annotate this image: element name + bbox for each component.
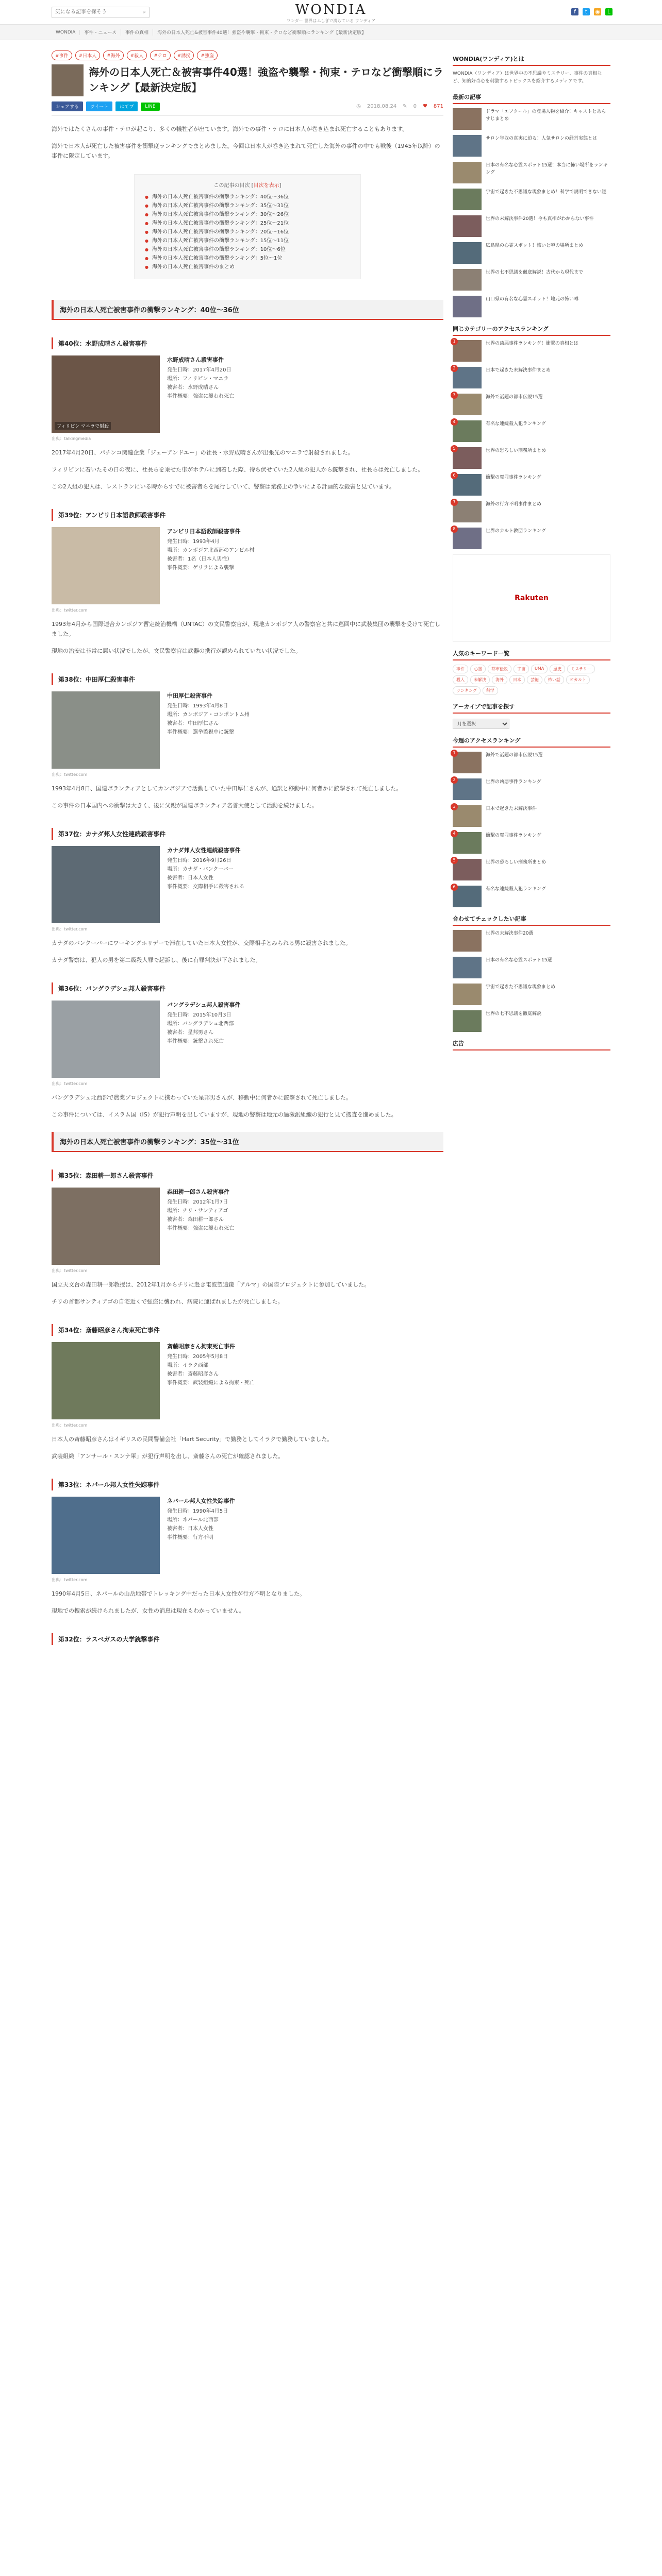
rank-badge: 6 [451,472,458,479]
archive-title: アーカイブで記事を探す [453,702,610,714]
entry-photo [52,1497,160,1574]
weekly-ranking-list [453,752,610,907]
popular-item-thumbnail [453,340,482,362]
entry-paragraph: チリの首都サンティアゴの自宅近くで強盗に襲われ、病院に運ばれましたが死亡しました。 [52,1298,284,1305]
entry-facts [167,1342,255,1419]
facts-line: 事件概要：選挙監視中に銃撃 [167,730,234,735]
entry-paragraph: 日本人の斎藤昭彦さんはイギリスの民間警備会社「Hart Security」で勤務としてイラクで勤務していました。 [52,1436,333,1443]
facts-line: 発生日時：1993年4月 [167,539,220,545]
facts-line: 発生日時：2012年1月7日 [167,1199,228,1205]
facts-line: 被害者：斎藤昭彦さん [167,1371,219,1377]
entry-facts [167,1497,235,1574]
comment-count: 0 [413,104,417,109]
facts-title: ネパール邦人女性失踪事件 [167,1498,235,1504]
popular-item-title: 世界の凶悪事件ランキング！衝撃の真相とは [486,341,578,346]
facts-title: アンビリ日本語教師殺害事件 [167,528,241,535]
entry-heading: 第38位：中田厚仁殺害事件 [52,673,443,685]
toc-title: この記事の目次 [目次を表示] [213,183,282,189]
popular-item-title: 世界のカルト教団ランキング [486,529,546,534]
weekly-ranking-item[interactable] [453,805,610,827]
toc-toggle[interactable]: 目次を表示 [253,183,279,189]
facts-line: 場所：ネパール北西部 [167,1517,219,1523]
ad-footer-title: 広告 [453,1039,610,1050]
entry-card [52,527,443,604]
entry-photo [52,527,160,604]
entry-card [52,846,443,923]
entry-photo [52,1342,160,1419]
latest-item[interactable] [453,296,610,317]
toc-item[interactable]: ● 海外の日本人死亡被害事件の衝撃ランキング：5位〜1位 [145,254,350,263]
entry-card [52,1497,443,1574]
search-box[interactable] [52,7,150,18]
entry-heading: 第40位：水野成晴さん殺害事件 [52,337,443,349]
site-logo[interactable]: WONDIA [295,2,367,18]
facts-line: 被害者：水野成晴さん [167,385,219,391]
facts-line: 被害者：中田厚仁さん [167,721,219,726]
popular-item[interactable] [453,340,610,362]
keyword-tag[interactable]: ランキング [453,686,481,695]
entry-paragraph: 現地での捜索が続けられましたが、女性の消息は現在もわかっていません。 [52,1607,245,1614]
popular-item-title: 有名な連続殺人犯ランキング [486,421,546,427]
facts-line: 場所：チリ・サンティアゴ [167,1208,228,1214]
latest-item[interactable] [453,108,610,130]
entry-paragraph: この事件については、イスラム国（IS）が犯行声明を出していますが、現地の警察は地元の過激派組織の犯行と見て捜査を進めました。 [52,1111,397,1118]
rss-icon[interactable]: ◉ [594,8,601,15]
entry-facts [167,527,255,604]
latest-item-thumbnail [453,242,482,264]
facts-line: 発生日時：2016年9月26日 [167,858,231,863]
latest-item[interactable] [453,242,610,264]
social-links [571,8,613,15]
entry-heading: 第37位：カナダ邦人女性連続殺害事件 [52,828,443,840]
entry-card [52,1188,443,1265]
logo-area[interactable] [287,2,375,24]
latest-list [453,108,610,317]
rank-badge: 3 [451,392,458,399]
facts-line: 場所：イラク西部 [167,1363,208,1368]
popular-item[interactable] [453,447,610,469]
popular-item-title: 日本で起きた未解決事件まとめ [486,368,551,373]
popular-title: 同じカテゴリーのアクセスランキング [453,325,610,336]
keywords-title: 人気のキーワード一覧 [453,649,610,660]
popular-item-thumbnail [453,394,482,415]
search-input[interactable] [55,9,143,15]
entry-photo [52,1001,160,1078]
toc-item[interactable]: ● 海外の日本人死亡被害事件のまとめ [145,263,350,272]
facts-line: 事件概要：ゲリラによる襲撃 [167,565,234,571]
toc-item[interactable]: ● 海外の日本人死亡被害事件の衝撃ランキング：40位〜36位 [145,193,350,201]
facts-line: 場所：カナダ・バンクーバー [167,867,234,872]
facts-line: 事件概要：強盗に襲われ死亡 [167,1226,234,1231]
comment-icon: ✎ [403,104,407,109]
publish-date: 2018.08.24 [367,104,397,109]
entry-card [52,355,443,433]
weekly-ranking-item[interactable] [453,752,610,773]
facts-line: 被害者：日本人女性 [167,1526,213,1532]
rank-badge: 7 [451,499,458,506]
article-thumbnail [52,64,84,96]
keyword-tag[interactable]: 殺人 [453,675,468,684]
latest-item-thumbnail [453,108,482,130]
weekly-ranking-title: 今週のアクセスランキング [453,736,610,748]
entry-paragraph: 武装組織「アンサール・スンナ軍」が犯行声明を出し、斎藤さんの死亡が確認されました。 [52,1453,284,1460]
facts-title: 森田耕一郎さん殺害事件 [167,1189,229,1195]
recommend-title: 合わせてチェックしたい記事 [453,914,610,926]
popular-item-title: 海外で話題の都市伝説15選 [486,395,543,400]
photo-source[interactable]: 出典：talkingmedia [52,436,91,441]
facts-line: 発生日時：2005年5月8日 [167,1354,228,1360]
site-tagline: ワンダー 世界はふしぎで満ちている ワンディア [286,19,376,23]
toc-item[interactable]: ● 海外の日本人死亡被害事件の衝撃ランキング：30位〜26位 [145,210,350,219]
recommend-item[interactable] [453,930,610,952]
keyword-tag[interactable]: 日本 [509,675,525,684]
recommend-item-title: 宇宙で起きた不思議な現象まとめ [486,985,556,990]
entry-facts [167,1001,240,1078]
entry-paragraph: この2人組の犯人は、レストランにいる時からすでに被害者らを尾行していて、警察は業務上の争いによる計画的な殺害と見ています。 [52,483,395,490]
entry-photo [52,1188,160,1265]
breadcrumb-home[interactable]: WONDIA [52,30,80,35]
recommend-item[interactable] [453,957,610,978]
keyword-tag[interactable]: 歴史 [550,665,565,673]
rank-badge: 2 [451,365,458,372]
popular-item[interactable] [453,474,610,496]
photo-label: フィリピン マニラで射殺 [55,422,111,430]
weekly-ranking-item-title: 日本で起きた未解決事件 [486,806,537,811]
popular-item[interactable] [453,367,610,388]
recommend-item-thumbnail [453,1010,482,1032]
recommend-item-title: 日本の有名な心霊スポット15選 [486,958,552,963]
keyword-tag[interactable]: 海外 [492,675,507,684]
facts-line: 被害者：星邦男さん [167,1030,213,1036]
popular-item-title: 海外の行方不明事件まとめ [486,502,542,507]
recommend-item-title: 世界の七不思議を徹底解説 [486,1011,542,1016]
facts-line: 事件概要：武装組織による拘束・死亡 [167,1380,255,1386]
article-tag[interactable]: #テロ [150,50,171,60]
photo-source[interactable]: 出典：twitter.com [52,1268,88,1273]
entry-paragraph: バングラデシュ北西部で農業プロジェクトに携わっていた星邦男さんが、移動中に何者かに銃撃されて死亡しました。 [52,1094,352,1101]
facts-title: 斎藤昭彦さん拘束死亡事件 [167,1343,235,1350]
keyword-tag[interactable]: 事件 [453,665,468,673]
latest-item-title: 世界の未解決事件20選！今も真相がわからない事件 [486,216,594,222]
popular-item-thumbnail [453,420,482,442]
rank-badge: 3 [451,803,458,810]
entry-paragraph: カナダのバンクーバーにワーキングホリデーで滞在していた日本人女性が、交際相手とみられる男に殺害されました。 [52,940,352,946]
photo-source[interactable]: 出典：twitter.com [52,772,88,777]
entry-heading: 第34位：斎藤昭彦さん拘束死亡事件 [52,1324,443,1336]
entry-facts [167,691,250,769]
toc-item[interactable]: ● 海外の日本人死亡被害事件の衝撃ランキング：35位〜31位 [145,201,350,210]
popular-item[interactable] [453,394,610,415]
latest-item-title: ドラマ「エフクール」の登場人物を紹介！キャストとあらすじまとめ [486,109,606,122]
article-tag[interactable]: #誘拐 [174,50,194,60]
weekly-ranking-item[interactable] [453,832,610,854]
latest-item-title: 宇宙で起きた不思議な現象まとめ！科学で説明できない謎 [486,190,607,195]
facts-title: バングラデシュ邦人殺害事件 [167,1002,241,1008]
recommend-item-title: 世界の未解決事件20選 [486,931,534,936]
popular-item-thumbnail [453,528,482,549]
recommend-item-thumbnail [453,957,482,978]
breadcrumb-current: 海外の日本人死亡&被害事件40選！強盗や襲撃・拘束・テロなど衝撃順にランキング【最新決定版】 [157,30,367,36]
toc-item[interactable]: ● 海外の日本人死亡被害事件の衝撃ランキング：10位〜6位 [145,245,350,254]
about-title: WONDIA(ワンディア)とは [453,55,610,66]
facts-line: 発生日時：2015年10月3日 [167,1012,231,1018]
rank-badge: 1 [451,338,458,345]
facts-line: 被害者：森田耕一郎さん [167,1217,224,1223]
intro-paragraph: 海外ではたくさんの事件・テロが起こり、多くの犠牲者が出ています。海外での事件・テロに日本人が巻き込まれ死亡することもあります。 [52,126,408,132]
clock-icon: ◷ [356,104,361,109]
rank-badge: 5 [451,857,458,864]
recommend-item-thumbnail [453,930,482,952]
facts-title: 水野成晴さん殺害事件 [167,357,224,363]
rank-badge: 4 [451,830,458,837]
weekly-ranking-item[interactable] [453,778,610,800]
latest-item[interactable] [453,189,610,210]
photo-source[interactable]: 出典：twitter.com [52,1423,88,1428]
rakuten-ad[interactable]: Rakuten [453,554,610,642]
intro-paragraph: 海外で日本人が死亡した被害事件を衝撃度ランキングでまとめました。今回は日本人が巻き込まれて死亡した海外の事件の中でも戦後（1945年以降）の事件に限定しています。 [52,143,440,159]
entry-paragraph: 1993年4月8日、国連ボランティアとしてカンボジアで活動していた中田厚仁さんが、通訳と移動中に何者かに銃撃されて死亡しました。 [52,785,402,792]
breadcrumb-subcategory[interactable]: 事件の真相 [121,29,153,36]
facts-line: 発生日時：1993年4月8日 [167,703,228,709]
popular-item-thumbnail [453,474,482,496]
latest-item-thumbnail [453,296,482,317]
latest-item[interactable] [453,269,610,291]
weekly-ranking-item-thumbnail [453,859,482,880]
entry-photo [52,355,160,433]
popular-item-thumbnail [453,367,482,388]
recommend-item[interactable] [453,1010,610,1032]
popular-item[interactable] [453,420,610,442]
weekly-ranking-item-thumbnail [453,778,482,800]
share-bar [52,101,443,111]
latest-item-thumbnail [453,215,482,237]
facts-line: 発生日時：2017年4月20日 [167,367,231,373]
entry-card [52,1001,443,1078]
facts-line: 被害者：日本人女性 [167,875,213,881]
facts-line: 事件概要：銃撃され死亡 [167,1039,224,1044]
keyword-tag[interactable]: 未解決 [470,675,490,684]
entry-heading: 第33位：ネパール邦人女性失踪事件 [52,1479,443,1490]
entry-facts [167,355,234,433]
table-of-contents [134,174,361,279]
entry-heading: 第32位：ラスベガスの大学銃撃事件 [52,1633,443,1645]
entry-facts [167,1188,234,1265]
tweet-button[interactable]: ツイート [86,101,113,111]
search-icon[interactable]: ⌕ [143,9,146,15]
keyword-tag[interactable]: オカルト [566,675,590,684]
keyword-tag[interactable]: 芸能 [527,675,542,684]
latest-item-title: 広島県の心霊スポット！怖いと噂の場所まとめ [486,243,584,248]
weekly-ranking-item[interactable] [453,859,610,880]
latest-item-title: サロン年収の真実に迫る！人気サロンの経営実態とは [486,136,598,141]
divider [52,115,443,116]
weekly-ranking-item-title: 海外で話題の都市伝説15選 [486,753,543,758]
photo-source[interactable]: 出典：twitter.com [52,1578,88,1582]
keyword-tag[interactable]: 心霊 [470,665,486,673]
facts-line: 事件概要：強盗に襲われ死亡 [167,394,234,399]
facts-line: 場所：カンボジア北西部のアンビル村 [167,548,255,553]
keyword-tag[interactable]: 怖い話 [544,675,564,684]
article-tag[interactable]: #強盗 [197,50,218,60]
latest-item-thumbnail [453,135,482,157]
archive-select[interactable] [453,719,509,729]
section-heading: 海外の日本人死亡被害事件の衝撃ランキング：40位〜36位 [52,300,443,320]
article-tag[interactable]: #日本人 [75,50,101,60]
recommend-item-thumbnail [453,984,482,1005]
article-title: 海外の日本人死亡＆被害事件40選！強盗や襲撃・拘束・テロなど衝撃順にランキング【最新決定版】 [89,66,443,94]
weekly-ranking-item-thumbnail [453,832,482,854]
entry-photo [52,846,160,923]
article-tag[interactable]: #殺人 [127,50,147,60]
entry-paragraph: カナダ警察は、犯人の男を第二級殺人罪で起訴し、後に有罪判決が下されました。 [52,957,261,963]
keyword-tag[interactable]: 科学 [483,686,498,695]
facts-line: 場所：カンボジア・コンポントム州 [167,712,250,718]
popular-item-thumbnail [453,447,482,469]
section-heading: 海外の日本人死亡被害事件の衝撃ランキング：35位〜31位 [52,1132,443,1152]
entry-paragraph: フィリピンに着いたその日の夜に、社長らを乗せた車がホテルに到着した際、待ち伏せていた2人組の犯人から銃撃され、社長らは死亡しました。 [52,466,424,473]
facebook-share-button[interactable]: シェアする [52,101,83,111]
breadcrumb [0,25,662,40]
latest-title: 最新の記事 [453,93,610,104]
toc-item[interactable]: ● 海外の日本人死亡被害事件の衝撃ランキング：15位〜11位 [145,236,350,245]
weekly-ranking-item-title: 衝撃の冤罪事件ランキング [486,833,541,838]
latest-item[interactable] [453,215,610,237]
weekly-ranking-item[interactable] [453,886,610,907]
facts-line: 場所：バングラデシュ北西部 [167,1021,234,1027]
popular-item-title: 衝撃の冤罪事件ランキング [486,475,541,480]
photo-source[interactable]: 出典：twitter.com [52,608,88,613]
latest-item[interactable] [453,135,610,157]
hatena-button[interactable]: はてブ [115,101,138,111]
article-sections [52,300,443,1616]
latest-item[interactable] [453,162,610,183]
site-header [0,0,662,25]
article-tag[interactable]: #海外 [103,50,124,60]
weekly-ranking-item-title: 有名な連続殺人犯ランキング [486,887,546,892]
entry-paragraph: 国立天文台の森田耕一郎教授は、2012年1月からチリに赴き電波望遠鏡「アルマ」の国際プロジェクトに参加していました。 [52,1281,370,1288]
popular-item[interactable] [453,528,610,549]
recommend-item[interactable] [453,984,610,1005]
article-header [52,64,443,96]
weekly-ranking-item-thumbnail [453,752,482,773]
toc-heading: この記事の目次 [213,183,250,189]
entry-card [52,691,443,769]
facts-line: 事件概要：交際相手に殺害される [167,884,244,890]
photo-source[interactable]: 出典：twitter.com [52,927,88,931]
recommend-list [453,930,610,1032]
keyword-tag[interactable]: 都市伝説 [488,665,511,673]
about-text: WONDIA（ワンディア）は世界中の不思議やミステリー、事件の真相など、知的好奇心を刺激するトピックスを紹介するメディアです。 [453,71,602,84]
article-meta [356,104,443,109]
entry-photo [52,691,160,769]
facts-line: 事件概要：行方不明 [167,1535,213,1540]
like-count: 871 [433,104,443,109]
photo-source[interactable]: 出典：twitter.com [52,1081,88,1086]
keyword-tag[interactable]: UMA [531,665,548,673]
weekly-ranking-item-title: 世界の凶悪事件ランキング [486,779,541,785]
latest-item-thumbnail [453,162,482,183]
entry-heading: 第39位：アンビリ日本語教師殺害事件 [52,509,443,521]
rank-badge: 5 [451,445,458,452]
facts-line: 被害者：1名（日本人男性） [167,556,233,562]
article-main [52,47,443,1651]
heart-icon: ♥ [422,104,427,109]
keyword-tag[interactable]: ミステリー [567,665,595,673]
entry-heading: 第35位：森田耕一郎さん殺害事件 [52,1170,443,1181]
entry-paragraph: この事件の日本国内への衝撃は大きく、後に父親が国連ボランティア名誉大使として活動を続けました。 [52,802,318,809]
facts-title: 中田厚仁殺害事件 [167,692,212,699]
rank-badge: 8 [451,526,458,533]
toc-item[interactable]: ● 海外の日本人死亡被害事件の衝撃ランキング：25位〜21位 [145,219,350,228]
weekly-ranking-item-thumbnail [453,805,482,827]
latest-item-thumbnail [453,189,482,210]
entry-paragraph: 1993年4月から国際連合カンボジア暫定統治機構（UNTAC）の文民警察官が、現地カンボジア人の警察官と共に巡回中に武装集団の襲撃を受けて死亡しました。 [52,621,441,637]
popular-list [453,340,610,549]
entry-paragraph: 1990年4月5日、ネパールの山岳地帯でトレッキング中だった日本人女性が行方不明となりました。 [52,1590,305,1597]
entry-facts [167,846,244,923]
article-tags [52,50,443,60]
toc-list [145,193,350,272]
facts-line: 場所：フィリピン・マニラ [167,376,229,382]
line-share-button[interactable]: LINE [141,103,159,111]
keyword-cloud [453,665,610,695]
rank-badge: 4 [451,418,458,426]
keyword-tag[interactable]: 宇宙 [514,665,529,673]
rank-badge: 2 [451,776,458,784]
sidebar [453,47,610,1651]
facebook-icon[interactable]: f [571,8,578,15]
article-tag[interactable]: #事件 [52,50,72,60]
entry-paragraph: 2017年4月20日、パチンコ関連企業「ジェーアンドエー」の社長・水野成晴さんが出張先のマニラで射殺されました。 [52,449,354,456]
latest-item-title: 山口県の有名な心霊スポット！地元の怖い噂 [486,297,579,302]
facts-line: 発生日時：1990年4月5日 [167,1509,228,1514]
weekly-ranking-item-title: 世界の恐ろしい刑務所まとめ [486,860,547,865]
popular-item-thumbnail [453,501,482,522]
popular-item-title: 世界の恐ろしい刑務所まとめ [486,448,547,453]
breadcrumb-category[interactable]: 事件・ニュース [80,29,121,36]
toc-item[interactable]: ● 海外の日本人死亡被害事件の衝撃ランキング：20位〜16位 [145,228,350,236]
popular-item[interactable] [453,501,610,522]
line-icon[interactable]: L [605,8,613,15]
latest-item-title: 日本の有名な心霊スポット15選！本当に怖い場所をランキング [486,163,608,175]
entry-heading: 第36位：バングラデシュ邦人殺害事件 [52,982,443,994]
rank-badge: 1 [451,750,458,757]
weekly-ranking-item-thumbnail [453,886,482,907]
latest-item-thumbnail [453,269,482,291]
twitter-icon[interactable]: t [583,8,590,15]
facts-title: カナダ邦人女性連続殺害事件 [167,847,241,854]
entry-paragraph: 現地の治安は非常に悪い状況でしたが、文民警察官は武器の携行が認められていない状況でした。 [52,648,301,654]
latest-item-title: 世界の七不思議を徹底解説！古代から現代まで [486,270,584,275]
rank-badge: 6 [451,884,458,891]
entry-card [52,1342,443,1419]
